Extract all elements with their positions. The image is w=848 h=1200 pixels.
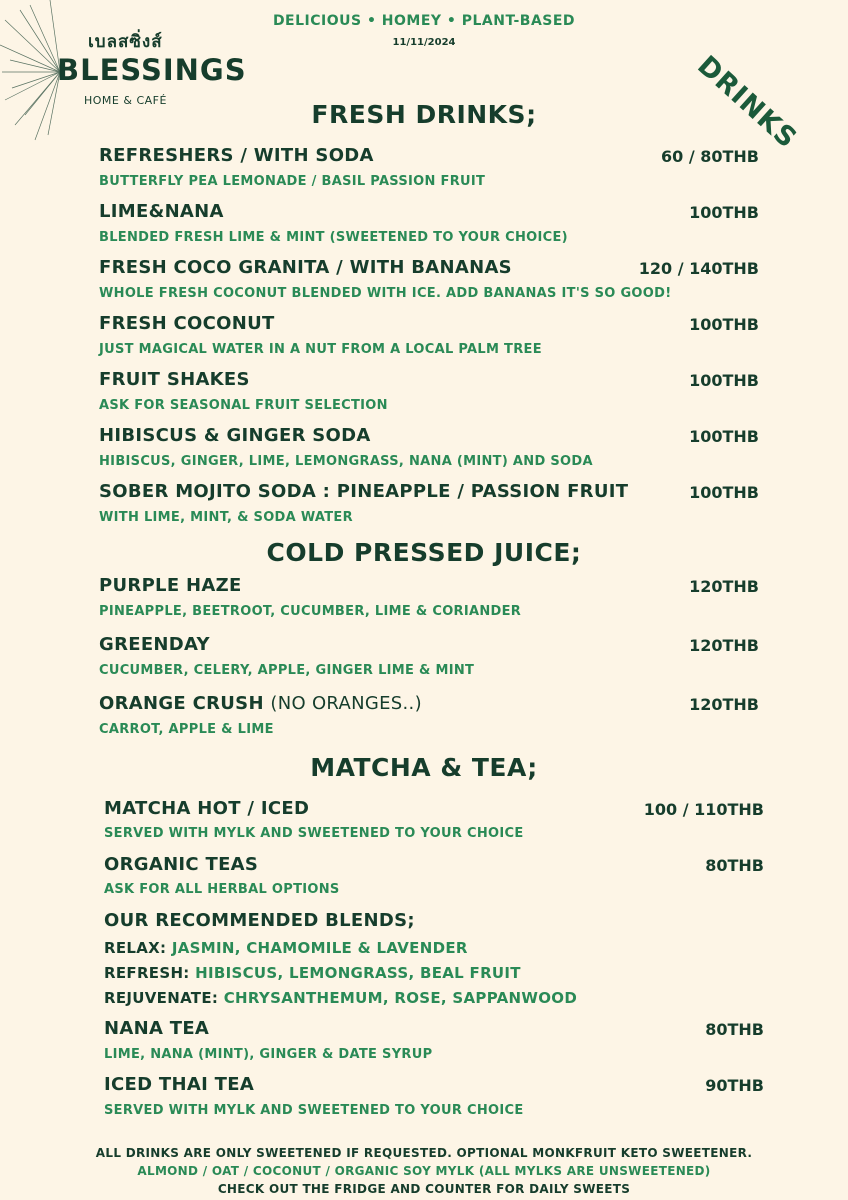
item-desc: BLENDED FRESH LIME & MINT (SWEETENED TO YOUR CHOICE) (99, 230, 568, 245)
item-price: 100THB (689, 371, 759, 390)
item-desc: HIBISCUS, GINGER, LIME, LEMONGRASS, NANA (MINT) AND SODA (99, 454, 593, 469)
blend-line-rejuvenate (104, 989, 577, 1007)
item-name: GREENDAY (99, 634, 210, 655)
logo-thai-text: เบลสซิ่งส์ (88, 32, 163, 52)
item-price: 60 / 80THB (660, 147, 759, 166)
blends-title: OUR RECOMMENDED BLENDS; (104, 910, 415, 931)
logo-name: BLESSINGS (57, 53, 247, 87)
item-desc: WHOLE FRESH COCONUT BLENDED WITH ICE. ADD BANANAS IT'S SO GOOD! (99, 286, 672, 301)
blend-line-refresh (104, 964, 521, 982)
item-desc: CUCUMBER, CELERY, APPLE, GINGER LIME & MINT (99, 663, 475, 678)
item-price: 120 / 140THB (638, 259, 759, 278)
blend-label: REJUVENATE: (104, 989, 219, 1007)
item-name: PURPLE HAZE (99, 575, 242, 596)
menu-date: 11/11/2024 (392, 37, 456, 48)
item-name: NANA TEA (104, 1018, 210, 1039)
tagline: DELICIOUS • HOMEY • PLANT-BASED (272, 13, 576, 29)
item-name: ORGANIC TEAS (104, 854, 259, 875)
item-desc: ASK FOR SEASONAL FRUIT SELECTION (99, 398, 388, 413)
item-price: 80THB (705, 856, 764, 875)
blend-line-relax (104, 939, 468, 957)
item-name: SOBER MOJITO SODA : PINEAPPLE / PASSION FRUIT (99, 481, 629, 502)
blend-label: RELAX: (104, 939, 167, 957)
item-name: REFRESHERS / WITH SODA (99, 145, 374, 166)
item-name: ICED THAI TEA (104, 1074, 255, 1095)
blend-value: HIBISCUS, LEMONGRASS, BEAL FRUIT (195, 964, 521, 982)
drinks-corner-label: DRINKS (691, 50, 803, 155)
item-name: FRESH COCONUT (99, 313, 275, 334)
item-desc: WITH LIME, MINT, & SODA WATER (99, 510, 353, 525)
item-price: 120THB (689, 695, 759, 714)
item-price: 100THB (689, 203, 759, 222)
footer-mylk-note: ALMOND / OAT / COCONUT / ORGANIC SOY MYLK (ALL MYLKS ARE UNSWEETENED) (137, 1164, 711, 1178)
footer-sweetener-note: ALL DRINKS ARE ONLY SWEETENED IF REQUESTED. OPTIONAL MONKFRUIT KETO SWEETENER. (95, 1146, 753, 1160)
item-desc: JUST MAGICAL WATER IN A NUT FROM A LOCAL PALM TREE (99, 342, 542, 357)
item-name: FRUIT SHAKES (99, 369, 250, 390)
footer-sweets-note: CHECK OUT THE FRIDGE AND COUNTER FOR DAILY SWEETS (217, 1182, 631, 1196)
item-name-note: (NO ORANGES..) (270, 693, 422, 714)
item-price: 100THB (689, 483, 759, 502)
section-title-matcha-tea: MATCHA & TEA; (310, 753, 538, 782)
item-desc: SERVED WITH MYLK AND SWEETENED TO YOUR CHOICE (104, 1103, 524, 1118)
item-name: MATCHA HOT / ICED (104, 798, 310, 819)
item-desc: SERVED WITH MYLK AND SWEETENED TO YOUR CHOICE (104, 826, 524, 841)
blend-label: REFRESH: (104, 964, 190, 982)
item-price: 120THB (689, 636, 759, 655)
item-desc: CARROT, APPLE & LIME (99, 722, 274, 737)
blend-value: CHRYSANTHEMUM, ROSE, SAPPANWOOD (223, 989, 578, 1007)
item-price: 100THB (689, 427, 759, 446)
item-desc: PINEAPPLE, BEETROOT, CUCUMBER, LIME & CORIANDER (99, 604, 522, 619)
item-price: 90THB (705, 1076, 764, 1095)
logo-subtitle: HOME & CAFÉ (84, 94, 167, 107)
blend-value: JASMIN, CHAMOMILE & LAVENDER (171, 939, 468, 957)
item-price: 100 / 110THB (643, 800, 764, 819)
item-name: FRESH COCO GRANITA / WITH BANANAS (99, 257, 512, 278)
item-name-group (99, 693, 422, 714)
item-price: 80THB (705, 1020, 764, 1039)
item-desc: ASK FOR ALL HERBAL OPTIONS (104, 882, 340, 897)
item-desc: LIME, NANA (MINT), GINGER & DATE SYRUP (104, 1047, 433, 1062)
item-price: 120THB (689, 577, 759, 596)
item-name: HIBISCUS & GINGER SODA (99, 425, 371, 446)
item-name: LIME&NANA (99, 201, 224, 222)
item-price: 100THB (689, 315, 759, 334)
item-name: ORANGE CRUSH (99, 693, 264, 714)
item-desc: BUTTERFLY PEA LEMONADE / BASIL PASSION FRUIT (99, 174, 486, 189)
section-title-fresh-drinks: FRESH DRINKS; (311, 100, 537, 129)
section-title-cold-pressed-juice: COLD PRESSED JUICE; (266, 538, 582, 567)
